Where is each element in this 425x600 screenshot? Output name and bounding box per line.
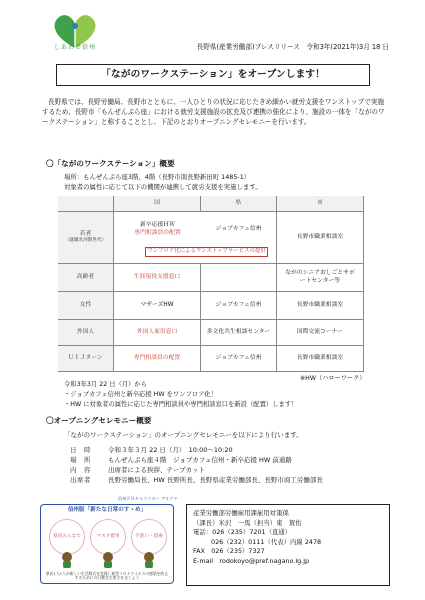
table-cell-shi: 長野市職業相談室 [277, 346, 364, 372]
table-cell-shi: 国際交流コーナー [277, 320, 364, 346]
detail-row [70, 476, 323, 485]
contact-email[interactable]: E-mail rodokoyo@pref.nagano.lg.jp [193, 557, 310, 566]
arukuma-icon [142, 551, 156, 569]
arukuma-icon [60, 551, 74, 569]
new-normal-badge [40, 504, 174, 584]
section1-desc: 対象者の属性に応じて以下の機関が連携して就労支援を実施します。 [64, 183, 262, 191]
section1-place: 場所：もんぜんぷら座3階、4階（長野市南長野新田町 1485-1） [64, 173, 251, 181]
contact-people: （課長）米沢 一馬（担当）東 賀佑 [193, 518, 302, 527]
oneflow-callout: ワンフロア化によるワンストップサービスの提供 [145, 247, 268, 257]
detail-value: 長野労働局長、HW 長野所長、長野県産業労働部長、長野市商工労働部長 [108, 476, 323, 484]
header-date: 令和3年(2021年)3月 18 日 [306, 43, 389, 51]
cell-text: 新卒応援ＨＷ [140, 222, 175, 228]
row-sublabel: （就職氷河期世代） [64, 238, 107, 244]
detail-label: 日 時 [70, 446, 91, 454]
detail-value: 出席者による挨拶、テープカット [108, 466, 206, 474]
press-release-header [197, 43, 389, 52]
detail-row [70, 456, 292, 465]
row-label-josei: 女性 [58, 292, 114, 320]
hw-footnote: ※HW（ハローワーク） [300, 375, 366, 382]
table-cell-ken: ジョブカフェ信州 [201, 212, 277, 264]
support-table [58, 196, 364, 372]
table-header-blank [58, 196, 114, 212]
arukuma-icon [101, 551, 115, 569]
detail-row [70, 446, 233, 455]
section2-title: 〇オープニングセレモニー概要 [46, 416, 152, 425]
cell-text-red: 専門相談員の配置 [134, 229, 181, 236]
badge-title: 信州版「新たな日常のすゝめ」 [67, 507, 147, 513]
table-cell-kuni: 外国人雇用窓口 [114, 320, 201, 346]
table-cell-kuni: マザーズHW [114, 292, 201, 320]
detail-value: もんぜんぷら座４階 ジョブカフェ信州・新卒応援 HW 前通路 [108, 456, 292, 464]
detail-row [70, 466, 205, 475]
contact-tel2: 026（232）0111（代表）内線 2478 [211, 537, 322, 546]
row-label-uij: ＵＩＪターン [58, 346, 114, 372]
table-cell-kuni: 専門相談員の配置 [114, 346, 201, 372]
mask-circle: 手洗い・消毒 [131, 519, 167, 555]
logo-text: しあわせ信州 [53, 44, 96, 51]
table-cell-ken [201, 264, 277, 292]
table-cell-shi: 長野市職業相談室 [277, 212, 364, 264]
table-header-shi: 市 [277, 196, 364, 212]
table-cell-shi: 長野市職業相談室 [277, 292, 364, 320]
row-label-gaikokujin: 外国人 [58, 320, 114, 346]
header-org: 長野県(産業労働部)プレスリリース [196, 43, 300, 51]
table-cell-ken: 多文化共生相談センター [201, 320, 277, 346]
badge-footer: 県民1人1人が新しい生活様式を実践し新型コロナウイルスの感染を防止するためにの行動を定着させましょう [45, 570, 169, 581]
table-header-ken: 県 [201, 196, 277, 212]
mask-circle: マスク着用 [90, 519, 126, 555]
table-cell-ken: ジョブカフェ信州 [201, 292, 277, 320]
contact-tel1: 電話：026（235）7201（直通） [193, 528, 292, 537]
note-line: 令和3年3月 22 日（月）から [64, 381, 147, 388]
section2-intro: 「ながのワークステーション」のオープニングセレモニーを以下により行います。 [64, 431, 303, 439]
row-label-koureisha: 高齢者 [58, 264, 114, 292]
contact-box [186, 504, 390, 586]
detail-label: 内 容 [70, 466, 91, 474]
intro-paragraph: 長野県では、長野労働局、長野市とともに、一人ひとりの状況に応じたきめ細かい就労支援をワンストップで実施するため、長野市「もんぜんぷら座」における就労支援施設の拡充及び連携の強化により、施設の一体を「ながのワークステーション」と称することとし、下記のとおりオープニングセレモニーを行います。 [42, 98, 385, 126]
table-header-kuni: 国 [114, 196, 201, 212]
page-title: 「ながのワークステーション」をオープンします！ [56, 64, 370, 86]
note-line: ・HW に対象者の属性に応じた専門相談員や専門相談窓口を新設（配置）します！ [64, 401, 298, 408]
row-label-wakamono: 若者 [79, 230, 92, 237]
table-cell-kuni: 生涯現役支援窓口 [114, 264, 201, 292]
badge-sub: 信州ＰＲキャラクター アルクマ [118, 496, 178, 501]
detail-value: 令和３年３月 22 日（月） 10:00～10:20 [108, 446, 233, 454]
note-line: ・ジョブカフェ信州と新卒応援 HW をワンフロア化！ [64, 391, 217, 398]
table-cell-shi: ながのシニアおしごとサポートセンター等 [277, 264, 364, 292]
section1-title: 〇「ながのワークステーション」概要 [46, 159, 175, 168]
table-row-label [58, 212, 114, 264]
contact-dept: 産業労働部労働雇用課雇用対策係 [193, 509, 289, 517]
detail-label: 出席者 [70, 476, 91, 484]
detail-label: 場 所 [70, 456, 91, 464]
table-cell-ken: ジョブカフェ信州 [201, 346, 277, 372]
contact-fax: FAX 026（235）7327 [193, 547, 265, 556]
mask-circle: 県民みんなで [49, 519, 85, 555]
